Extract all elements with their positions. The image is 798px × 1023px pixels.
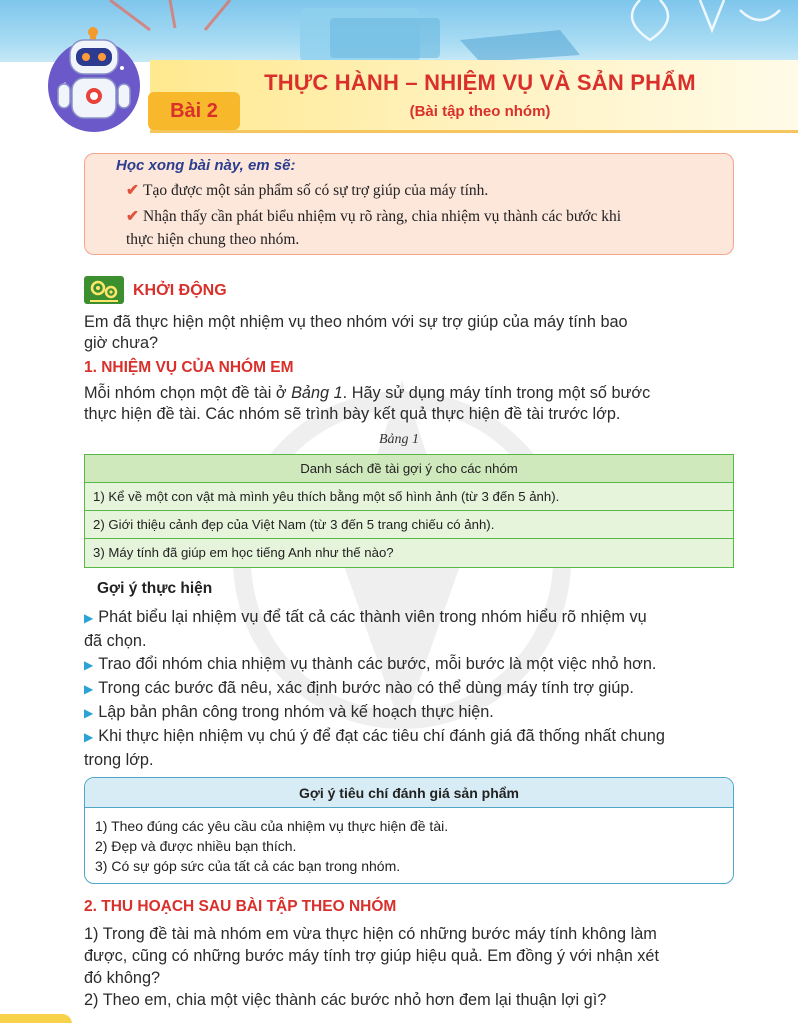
bullet-arrow-icon: ▶ bbox=[84, 611, 94, 625]
table-caption: Bảng 1 bbox=[378, 432, 420, 447]
warmup-text: Em đã thực hiện một nhiệm vụ theo nhóm với sự trợ giúp của máy tính bao giờ chưa? bbox=[84, 313, 628, 352]
warmup-title: KHỞI ĐỘNG bbox=[133, 282, 227, 299]
section2-title: 2. THU HOẠCH SAU BÀI TẬP THEO NHÓM bbox=[84, 898, 397, 915]
table-row: 3) Máy tính đã giúp em học tiếng Anh như thế nào? bbox=[85, 539, 733, 567]
page-footer-tab bbox=[0, 1014, 72, 1023]
hint-item: ▶ Phát biểu lại nhiệm vụ để tất cả các thành viên trong nhóm hiểu rõ nhiệm vụ bbox=[84, 608, 647, 626]
criteria-title: Gợi ý tiêu chí đánh giá sản phẩm bbox=[85, 778, 733, 808]
robot-mascot-icon bbox=[44, 26, 144, 138]
checkmark-icon: ✔ bbox=[126, 182, 139, 199]
bullet-arrow-icon: ▶ bbox=[84, 682, 94, 696]
hint-item: ▶ Trong các bước đã nêu, xác định bước nào có thể dùng máy tính trợ giúp. bbox=[84, 679, 634, 697]
hint-item: ▶ Khi thực hiện nhiệm vụ chú ý để đạt các tiêu chí đánh giá đã thống nhất chung bbox=[84, 727, 665, 745]
bullet-arrow-icon: ▶ bbox=[84, 658, 94, 672]
lesson-badge: Bài 2 bbox=[148, 92, 240, 130]
hint-item-continued: đã chọn. bbox=[84, 632, 147, 650]
bullet-arrow-icon: ▶ bbox=[84, 706, 94, 720]
criteria-item: 3) Có sự góp sức của tất cả các bạn trong nhóm. bbox=[95, 858, 401, 874]
hint-item: ▶ Trao đổi nhóm chia nhiệm vụ thành các bước, mỗi bước là một việc nhỏ hơn. bbox=[84, 655, 657, 673]
table-row: 1) Kể về một con vật mà mình yêu thích bằng một số hình ảnh (từ 3 đến 5 ảnh). bbox=[85, 483, 733, 511]
title-band-edge bbox=[150, 130, 798, 133]
section1-title: 1. NHIỆM VỤ CỦA NHÓM EM bbox=[84, 359, 294, 376]
criteria-item: 2) Đẹp và được nhiều bạn thích. bbox=[95, 838, 297, 854]
topics-table bbox=[84, 454, 734, 568]
criteria-item: 1) Theo đúng các yêu cầu của nhiệm vụ thực hiện đề tài. bbox=[95, 818, 449, 834]
section2-text: 1) Trong đề tài mà nhóm em vừa thực hiện có những bước máy tính không làm được, cũng có những bước máy tính trợ giúp hiệu quả. Em đồng ý với nhận xét đó không? 2) Theo em, chia một việc thành các bước nhỏ hơn đem lại thuận lợi gì? bbox=[84, 925, 660, 1009]
checkmark-icon: ✔ bbox=[126, 208, 139, 225]
objective-item-continued: thực hiện chung theo nhóm. bbox=[126, 231, 300, 248]
hints-title: Gợi ý thực hiện bbox=[97, 580, 213, 597]
gears-icon bbox=[84, 276, 124, 304]
hint-item-continued: trong lớp. bbox=[84, 751, 154, 769]
criteria-box bbox=[84, 777, 734, 884]
hint-item: ▶ Lập bản phân công trong nhóm và kế hoạch thực hiện. bbox=[84, 703, 494, 721]
table-row: 2) Giới thiệu cảnh đẹp của Việt Nam (từ 3 đến 5 trang chiếu có ảnh). bbox=[85, 511, 733, 539]
table-header: Danh sách đề tài gợi ý cho các nhóm bbox=[85, 455, 733, 483]
section1-text: Mỗi nhóm chọn một đề tài ở Bảng 1. Hãy sử dụng máy tính trong một số bước thực hiện đề tài. Các nhóm sẽ trình bày kết quả thực hiện đề tài trước lớp. bbox=[84, 384, 651, 423]
objective-item: ✔ Nhận thấy cần phát biểu nhiệm vụ rõ ràng, chia nhiệm vụ thành các bước khi bbox=[126, 208, 622, 225]
bullet-arrow-icon: ▶ bbox=[84, 730, 94, 744]
lesson-title: THỰC HÀNH – NHIỆM VỤ VÀ SẢN PHẨM bbox=[264, 70, 696, 95]
lesson-subtitle: (Bài tập theo nhóm) bbox=[409, 103, 551, 120]
objective-item: ✔ Tạo được một sản phẩm số có sự trợ giúp của máy tính. bbox=[126, 182, 489, 199]
hints-list bbox=[84, 606, 736, 772]
objectives-title: Học xong bài này, em sẽ: bbox=[116, 157, 296, 174]
